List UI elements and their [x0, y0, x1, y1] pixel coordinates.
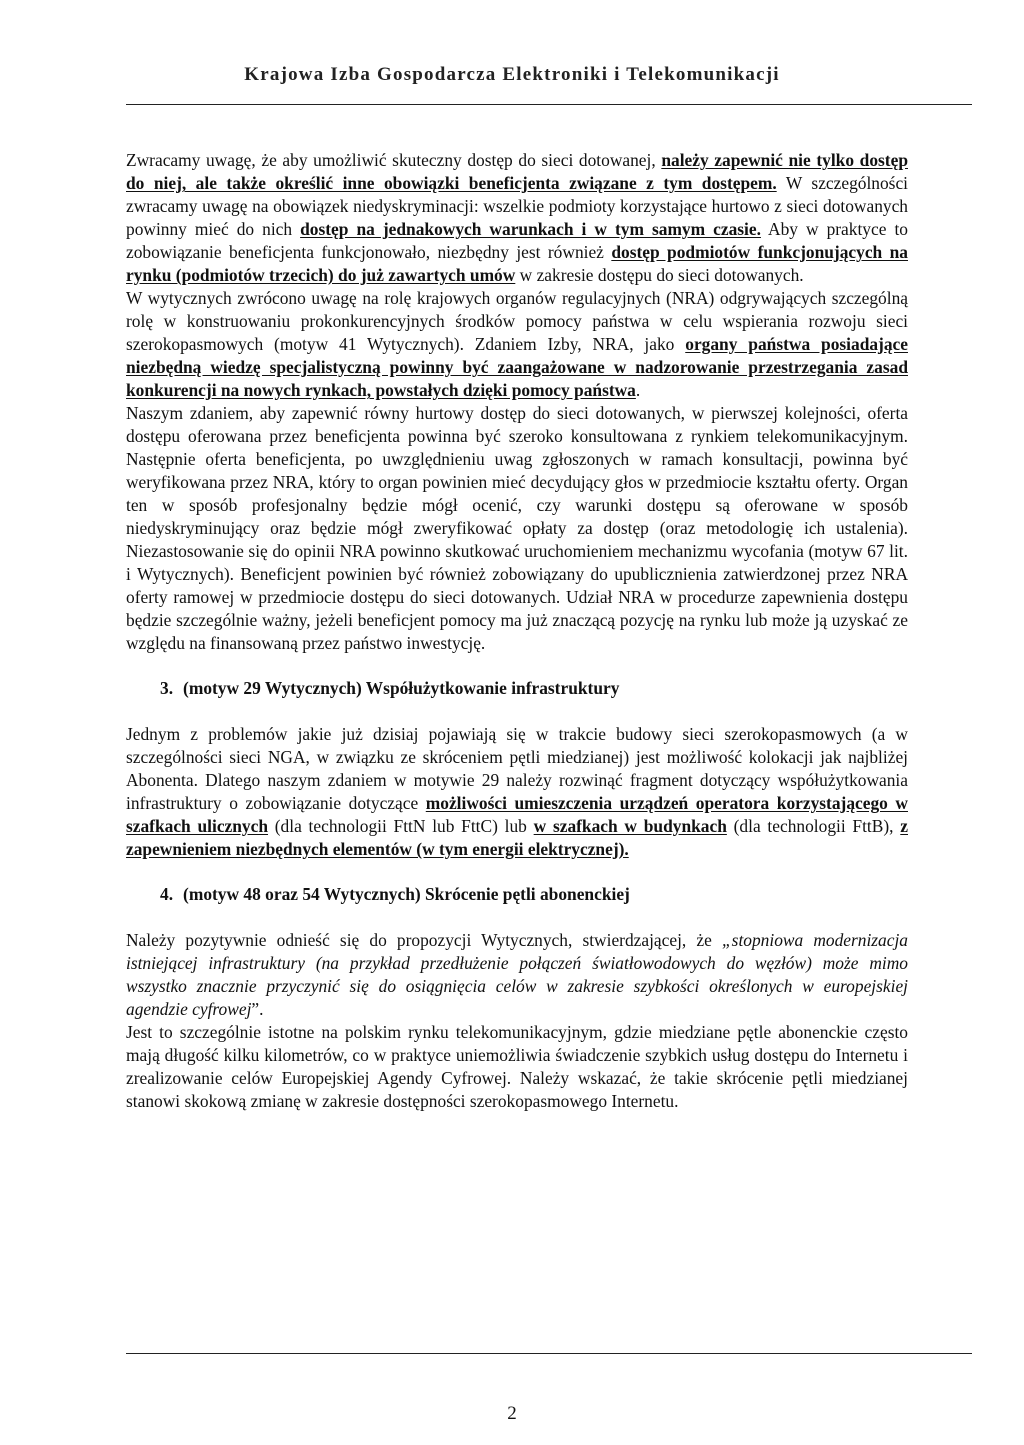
paragraph-text: W wytycznych zwrócono uwagę na rolę krajowych organów regulacyjnych (NRA) odgrywających szczególną rolę w konstruowaniu prokonkurencyjnych środków pomocy państwa w celu wspierania rozwoju sieci szerokopasmowych (motyw 41 Wytycznych). Zdaniem Izby, NRA, jako	[126, 288, 908, 354]
paragraph-text: ”.	[251, 999, 264, 1019]
header-divider	[126, 104, 972, 105]
section-heading-3	[160, 677, 908, 700]
paragraph-text: .	[635, 380, 641, 400]
paragraph-loop-shortening	[126, 929, 908, 1021]
paragraph-wholesale-access: Naszym zdaniem, aby zapewnić równy hurtowy dostęp do sieci dotowanych, w pierwszej kolejności, oferta dostępu oferowana przez beneficjenta powinna być szeroko konsultowana z rynkiem telekomunikacyjnym. Następnie oferta beneficjenta, po uwzględnieniu uwag zgłoszonych w ramach konsultacji, powinna być weryfikowana przez NRA, który to organ powinien mieć decydujący głos w przedmiocie kształtu oferty. Organ ten w sposób profesjonalny będzie mógł ocenić, czy warunki dostępu są oferowane w sposób niedyskryminujący oraz będzie mógł zweryfikować opłaty za dostęp (oraz metodologię ich ustalenia). Niezastosowanie się do opinii NRA powinno skutkować uruchomieniem mechanizmu wycofania (motyw 67 lit. i Wytycznych). Beneficjent powinien być również zobowiązany do upublicznienia zatwierdzonej przez NRA oferty ramowej w przedmiocie dostępu do sieci dotowanych. Udział NRA w procedurze zapewnienia dostępu będzie szczególnie ważny, jeżeli beneficjent pomocy ma już znaczącą pozycję na rynku lub może ją uzyskać ze względu na finansowaną przez państwo inwestycję.	[126, 403, 908, 653]
paragraph-infrastructure-sharing	[126, 723, 908, 861]
paragraph-text: Jednym z problemów jakie już dzisiaj pojawiają się w trakcie budowy sieci szerokopasmowych (a w szczególności sieci NGA, w związku ze skróceniem pętli miedzianej) jest możliwość kolokacji jak najbliżej Abonenta. Dlatego naszym zdaniem w motywie 29 należy rozwinąć fragment dotyczący współużytkowania infrastruktury o zobowiązanie dotyczące	[126, 724, 908, 813]
paragraph-text: (dla technologii FttB),	[726, 816, 901, 836]
footer-divider	[126, 1353, 972, 1354]
page-number: 2	[507, 1403, 517, 1424]
paragraph-text: Aby w praktyce to zobowiązanie beneficjenta funkcjonowało, niezbędny jest również	[126, 219, 908, 262]
emphasis-text: należy zapewnić nie tylko dostęp do niej, ale także określić inne obowiązki beneficjenta związane z tym dostępem.	[126, 150, 908, 193]
paragraph-polish-market: Jest to szczególnie istotne na polskim rynku telekomunikacyjnym, gdzie miedziane pętle abonenckie często mają długość kilku kilometrów, co w praktyce uniemożliwia świadczenie szybkich usług dostępu do Internetu i zrealizowanie celów Europejskiej Agendy Cyfrowej. Należy wskazać, że takie skrócenie pętli miedzianej stanowi skokową zmianę w zakresie dostępności szerokopasmowego Internetu.	[126, 1022, 908, 1111]
paragraph-text: Należy pozytywnie odnieść się do propozycji Wytycznych, stwierdzającej, że	[126, 930, 722, 950]
paragraph-text: Zwracamy uwagę, że aby umożliwić skuteczny dostęp do sieci dotowanej,	[126, 150, 662, 170]
emphasis-text: dostęp podmiotów funkcjonujących na rynku (podmiotów trzecich) do już zawartych umów	[126, 242, 908, 285]
document-body	[126, 149, 908, 1113]
emphasis-text: dostęp na jednakowych warunkach i w tym samym czasie.	[300, 219, 761, 239]
emphasis-text: organy państwa posiadające niezbędną wiedzę specjalistyczną powinny być zaangażowane w nadzorowanie przestrzegania zasad konkurencji na nowych rynkach, powstałych dzięki pomocy państwa	[126, 334, 908, 400]
paragraph-text: (dla technologii FttN lub FttC) lub	[268, 816, 534, 836]
section-title: (motyw 48 oraz 54 Wytycznych) Skrócenie pętli abonenckiej	[183, 884, 630, 904]
paragraph-text: w zakresie dostępu do sieci dotowanych.	[515, 265, 804, 285]
section-heading-4	[160, 883, 908, 906]
header-title: Krajowa Izba Gospodarcza Elektroniki i Telekomunikacji	[244, 64, 780, 85]
section-number: 4.	[160, 884, 174, 904]
quoted-text: „stopniowa modernizacja istniejącej infrastruktury (na przykład przedłużenie połączeń światłowodowych do węzłów) może mimo wszystko znacznie przyczynić się do osiągnięcia celów w zakresie szybkości określonych w europejskiej agendzie cyfrowej	[126, 930, 908, 1019]
paragraph-access-obligations	[126, 149, 908, 287]
emphasis-text: z zapewnieniem niezbędnych elementów (w tym energii elektrycznej).	[126, 816, 908, 859]
paragraph-nra-role	[126, 287, 908, 402]
emphasis-text: możliwości umieszczenia urządzeń operatora korzystającego w szafkach ulicznych	[126, 793, 908, 836]
emphasis-text: w szafkach w budynkach	[533, 816, 727, 836]
section-number: 3.	[160, 678, 174, 698]
section-title: (motyw 29 Wytycznych) Współużytkowanie infrastruktury	[183, 678, 620, 698]
paragraph-text: W szczególności zwracamy uwagę na obowiązek niedyskryminacji: wszelkie podmioty korzystające hurtowo z sieci dotowanych powinny mieć do nich	[126, 173, 908, 239]
